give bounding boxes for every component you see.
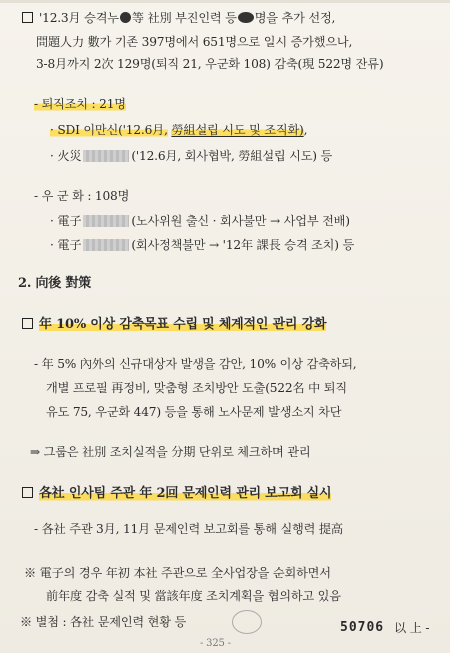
redacted-name — [83, 215, 129, 227]
end-mark: 以 上 - — [394, 621, 430, 635]
friendly-item-1: · 電子 (노사위원 출신 · 회사불만 → 사업부 전배) — [50, 214, 350, 228]
meeting-line-1: - 各社 주관 3月, 11月 문제인력 보고회를 통해 실행력 提高 — [34, 522, 343, 536]
summary-line-3: 3-8月까지 2次 129명(퇴직 21, 우군화 108) 감축(現 522명 잔류) — [36, 57, 384, 71]
ink-blot-icon — [120, 12, 131, 23]
stamp-seal — [232, 610, 262, 634]
summary-line-2: 問題人力 數가 기존 397명에서 651명으로 일시 증가했으나, — [36, 35, 353, 49]
scan-edge — [0, 0, 450, 3]
ink-blot-icon — [238, 12, 254, 23]
redacted-name — [83, 150, 129, 162]
friendly-heading: - 우 군 화 : 108명 — [34, 189, 130, 203]
retirement-item-2: · 火災 ('12.6月, 회사협박, 勞組설립 시도) 등 — [50, 149, 333, 163]
friendly-item-2: · 電子 (회사정책불만 → '12年 課長 승격 조치) 등 — [50, 238, 355, 252]
meeting-title: 各社 인사팀 주관 年 2回 문제인력 관리 보고회 실시 — [22, 486, 331, 502]
section-2-title: 2. 向後 對策 — [18, 276, 92, 291]
page-number: - 325 - — [200, 638, 231, 649]
document-number: 50706 — [340, 620, 385, 635]
goal-line-1: - 年 5% 內外의 신규대상자 발생을 감안, 10% 이상 감축하되, — [34, 357, 357, 371]
goal-line-3: 유도 75, 우군화 447) 등을 통해 노사문제 발생소지 차단 — [46, 405, 342, 419]
redacted-name — [83, 239, 129, 251]
goal-title: 年 10% 이상 감축목표 수립 및 체계적인 관리 강화 — [22, 317, 326, 333]
retirement-heading: - 퇴직조치 : 21명 — [34, 97, 126, 111]
retirement-item-1: · SDI 이만신('12.6月, 勞組설립 시도 및 조직화), — [50, 123, 308, 137]
checkbox-square-icon — [22, 487, 33, 498]
checkbox-square-icon — [22, 12, 33, 23]
goal-line-2: 개별 프로필 再정비, 맞춤형 조치방안 도출(522名 中 퇴직 — [46, 381, 347, 395]
summary-line-1: '12.3月 승격누 等 社別 부진인력 등 명을 추가 선정, — [22, 10, 335, 26]
attachment-note: ※ 별첨 : 各社 문제인력 현황 등 — [20, 615, 187, 629]
checkbox-square-icon — [22, 318, 33, 329]
note-line-2: 前年度 감축 실적 및 當該年度 조치계획을 협의하고 있음 — [46, 589, 341, 603]
note-line-1: ※ 電子의 경우 年初 本社 주관으로 全사업장을 순회하면서 — [24, 566, 331, 580]
goal-arrow-note: ⇒ 그룹은 社別 조치실적을 分期 단위로 체크하며 관리 — [30, 445, 311, 459]
